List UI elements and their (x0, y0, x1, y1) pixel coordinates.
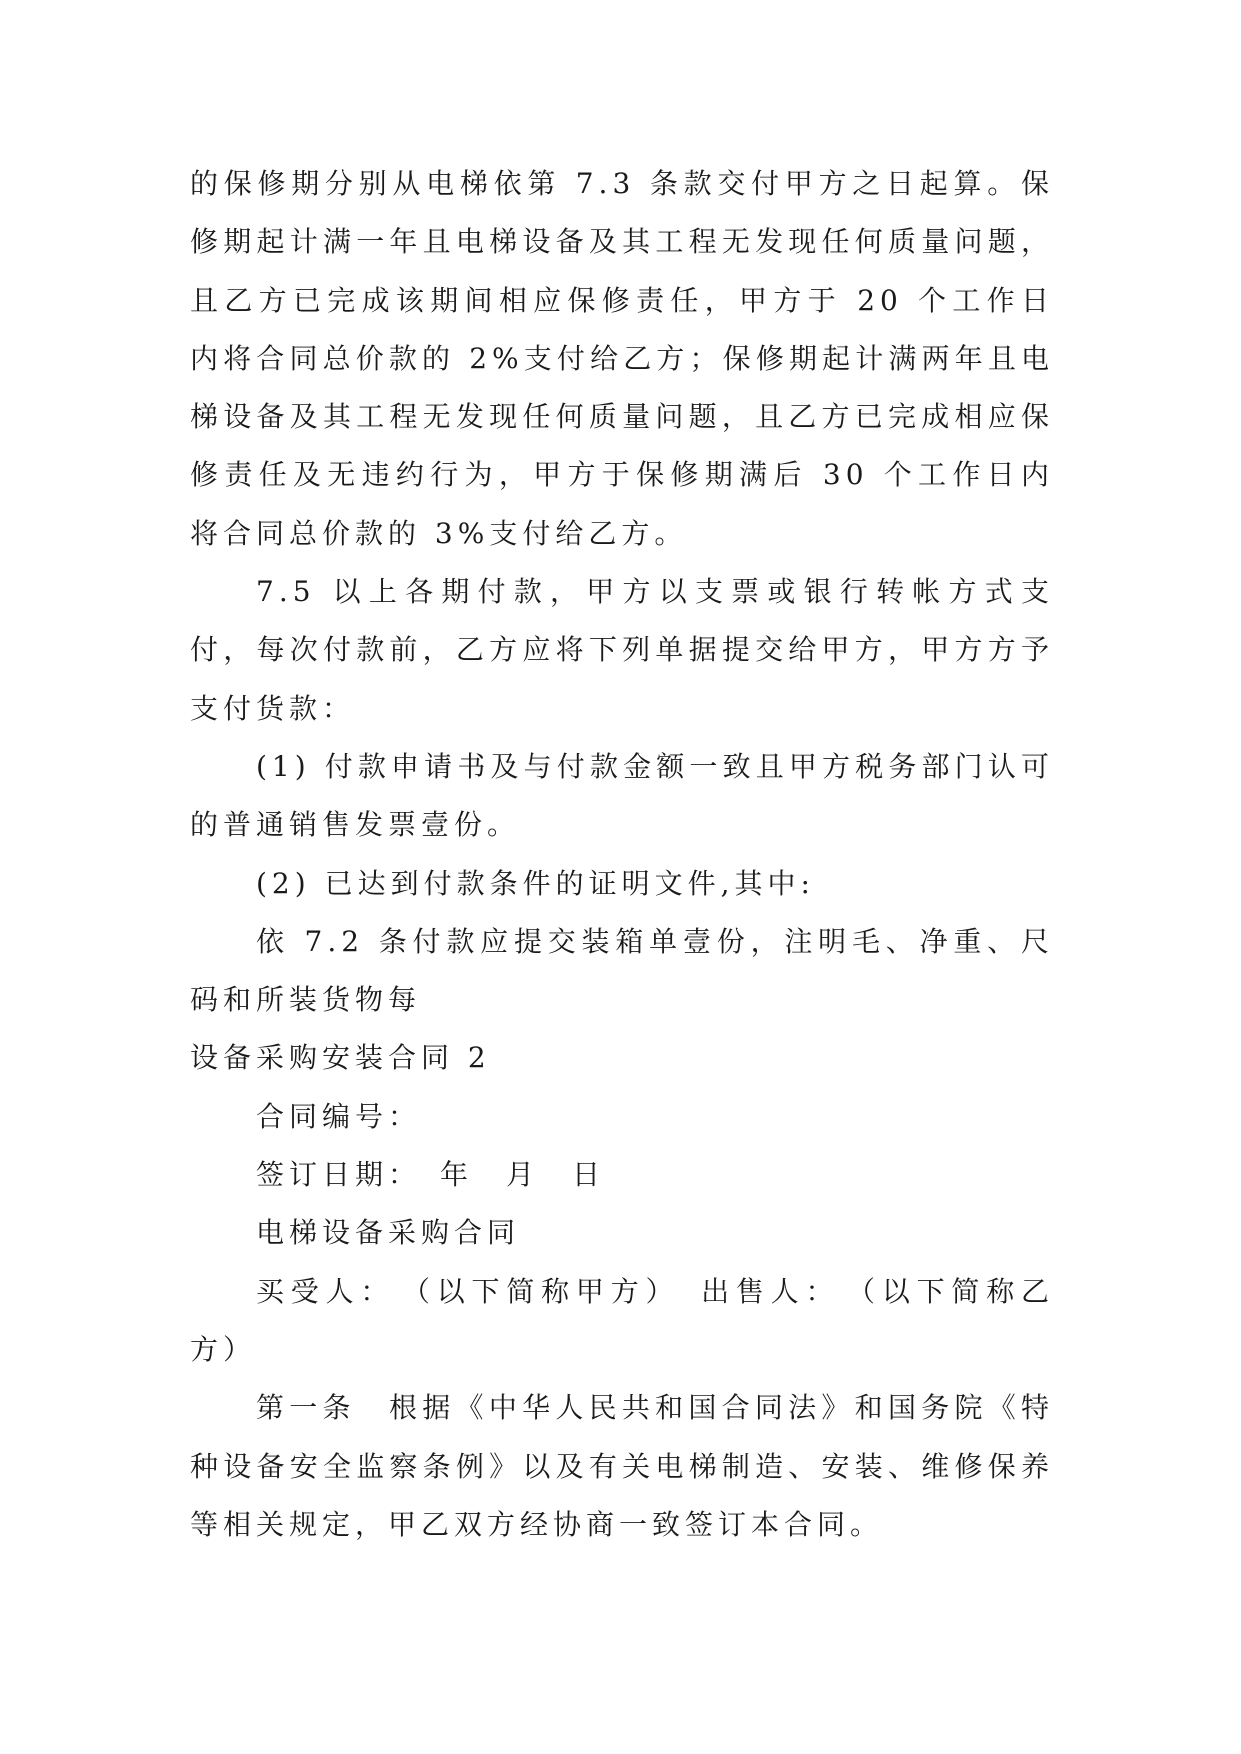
paragraph-item-2: (2) 已达到付款条件的证明文件,其中: (256, 866, 815, 900)
section-title-contract-2: 设备采购安装合同 2 (190, 1041, 491, 1075)
document-body (190, 155, 1054, 1554)
paragraph-clause-7-5: 7.5 以上各期付款，甲方以支票或银行转帐方式支付，每次付款前，乙方应将下列单据提交给甲方，甲方方予支付货款： (190, 575, 1054, 725)
field-signing-date: 签订日期： 年 月 日 (256, 1158, 606, 1192)
paragraph-item-1: (1) 付款申请书及与付款金额一致且甲方税务部门认可的普通销售发票壹份。 (190, 749, 1054, 842)
field-contract-number: 合同编号： (256, 1099, 422, 1133)
paragraph-clause-7-2: 依 7.2 条付款应提交装箱单壹份，注明毛、净重、尺码和所装货物每 (190, 924, 1054, 1017)
contract-title: 电梯设备采购合同 (256, 1216, 521, 1250)
paragraph-article-1: 第一条 根据《中华人民共和国合同法》和国务院《特种设备安全监察条例》以及有关电梯制造、安装、维修保养等相关规定，甲乙双方经协商一致签订本合同。 (190, 1391, 1054, 1541)
paragraph-warranty-period: 的保修期分别从电梯依第 7.3 条款交付甲方之日起算。保修期起计满一年且电梯设备及其工程无发现任何质量问题，且乙方已完成该期间相应保修责任，甲方于 20 个工作日内将合同总价款的 2%支付给乙方；保修期起计满两年且电梯设备及其工程无发现任何质量问题，且乙方已完成相应保修责任及无违约行为，甲方于保修期满后 30 个工作日内将合同总价款的 3%支付给乙方。 (190, 167, 1054, 550)
field-parties: 买受人： （以下简称甲方） 出售人： （以下简称乙方） (190, 1274, 1054, 1366)
